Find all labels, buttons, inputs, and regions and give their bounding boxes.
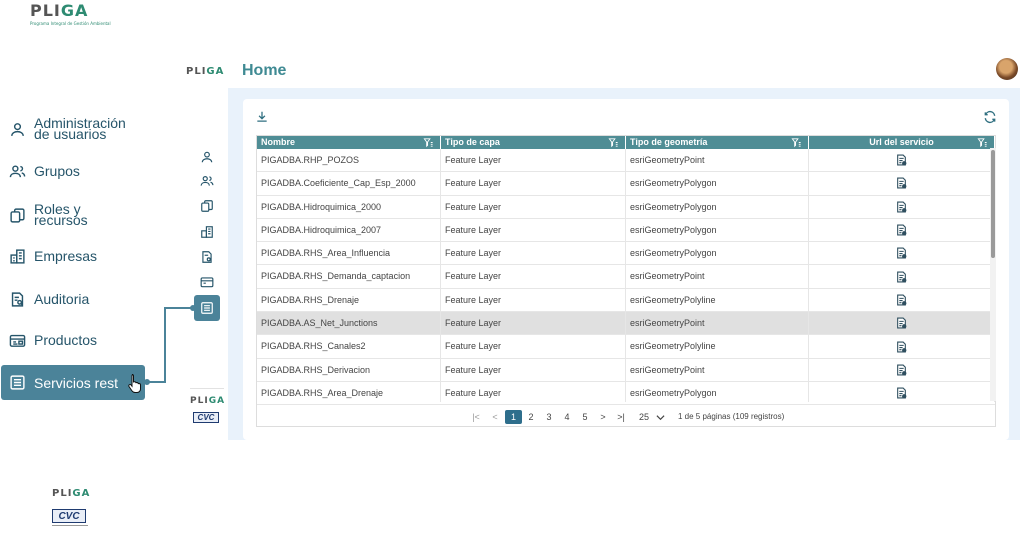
cell-geometry-type: esriGeometryPolyline [626,289,809,311]
column-header-layer-type: Tipo de capa [441,136,626,149]
list-icon[interactable] [194,295,220,321]
audit-icon [8,290,26,308]
service-doc-icon[interactable] [896,224,907,236]
copy-icon[interactable] [200,199,214,213]
menu-label: Auditoria [34,290,90,307]
menu-item-audit[interactable] [8,290,89,308]
rail-pliga-logo: PLIGA [190,396,226,406]
menu-label: Roles y recursos [34,201,88,228]
service-doc-icon[interactable] [896,387,907,399]
page-button-4[interactable]: 4 [564,412,570,422]
page-button-2[interactable]: 2 [528,412,534,422]
menu-item-rest-services[interactable] [1,365,145,400]
table-row[interactable] [257,149,995,172]
hand-cursor-icon [128,373,142,393]
menu-item-roles[interactable] [8,201,104,228]
cvc-logo: CVC [52,509,86,523]
cell-geometry-type: esriGeometryPolygon [626,172,809,194]
product-icon[interactable] [200,275,214,289]
table-row[interactable] [257,172,995,195]
brand-tagline: Programa Integral de Gestión Ambiental [30,21,111,26]
cell-service-url[interactable] [809,196,995,218]
menu-label: Administración de usuarios [34,115,126,142]
menu-label: Empresas [34,247,98,264]
cell-layer-type: Feature Layer [441,289,626,311]
service-doc-icon[interactable] [896,201,907,213]
service-doc-icon[interactable] [896,364,907,376]
chevron-down-icon[interactable] [656,414,665,421]
cell-geometry-type: esriGeometryPoint [626,149,809,171]
cell-geometry-type: esriGeometryPoint [626,359,809,381]
cell-layer-type: Feature Layer [441,335,626,357]
service-doc-icon[interactable] [896,177,907,189]
page-button-1[interactable]: 1 [505,410,522,424]
cell-layer-type: Feature Layer [441,242,626,264]
cell-service-url[interactable] [809,382,995,402]
last-page-button[interactable]: >| [617,412,625,422]
user-icon [8,120,26,138]
menu-item-products[interactable] [8,331,97,349]
pagination-info: 1 de 5 páginas (109 registros) [678,412,785,421]
cell-service-url[interactable] [809,172,995,194]
filter-icon[interactable] [977,137,988,148]
copy-icon [8,206,26,224]
pliga-logo: PLIGA [52,488,91,499]
menu-item-groups[interactable] [8,162,80,180]
table-row[interactable] [257,382,995,402]
refresh-icon[interactable] [983,110,997,124]
cell-name: PIGADBA.RHP_POZOS [257,149,441,171]
product-icon [8,331,26,349]
cell-name: PIGADBA.RHS_Canales2 [257,335,441,357]
cell-name: PIGADBA.Hidroquimica_2007 [257,219,441,241]
cell-service-url[interactable] [809,312,995,334]
service-doc-icon[interactable] [896,341,907,353]
filter-icon[interactable] [608,137,619,148]
cell-layer-type: Feature Layer [441,149,626,171]
header-logo: PLIGA [186,66,225,77]
table-row[interactable] [257,265,995,288]
page-button-3[interactable]: 3 [546,412,552,422]
cell-name: PIGADBA.RHS_Derivacion [257,359,441,381]
user-icon[interactable] [200,150,214,164]
cell-layer-type: Feature Layer [441,172,626,194]
users-icon [8,162,26,180]
menu-item-admin-users[interactable] [8,115,144,142]
table-row[interactable] [257,219,995,242]
service-doc-icon[interactable] [896,154,907,166]
buildings-icon [8,247,26,265]
column-header-name: Nombre [257,136,441,149]
table-row[interactable] [257,359,995,382]
service-doc-icon[interactable] [896,294,907,306]
cell-geometry-type: esriGeometryPoint [626,265,809,287]
cell-name: PIGADBA.AS_Net_Junctions [257,312,441,334]
menu-label: Servicios rest [34,374,119,391]
service-doc-icon[interactable] [896,247,907,259]
cell-layer-type: Feature Layer [441,219,626,241]
column-header-geometry-type: Tipo de geometría [626,136,809,149]
rail-cvc-logo: CVC [193,412,219,423]
cell-service-url[interactable] [809,265,995,287]
table-row[interactable] [257,196,995,219]
cell-geometry-type: esriGeometryPolygon [626,382,809,402]
table-scrollbar[interactable] [990,148,996,401]
cell-layer-type: Feature Layer [441,359,626,381]
filter-icon[interactable] [423,137,434,148]
filter-icon[interactable] [791,137,802,148]
cell-service-url[interactable] [809,219,995,241]
menu-label: Grupos [34,162,80,179]
cell-name: PIGADBA.RHS_Drenaje [257,289,441,311]
menu-label: Productos [34,331,98,348]
table-row[interactable] [257,242,995,265]
cell-name: PIGADBA.Coeficiente_Cap_Esp_2000 [257,172,441,194]
first-page-button[interactable]: |< [472,412,480,422]
avatar[interactable] [996,58,1018,80]
buildings-icon[interactable] [200,225,214,239]
menu-item-companies[interactable] [8,247,97,265]
pagination [257,404,995,426]
table-row[interactable] [257,335,995,358]
users-icon[interactable] [200,174,214,188]
service-doc-icon[interactable] [896,317,907,329]
footer-logos [52,488,90,529]
cell-layer-type: Feature Layer [441,196,626,218]
cell-geometry-type: esriGeometryPolyline [626,335,809,357]
cell-service-url[interactable] [809,359,995,381]
cell-name: PIGADBA.RHS_Area_Drenaje [257,382,441,402]
cell-layer-type: Feature Layer [441,265,626,287]
cell-layer-type: Feature Layer [441,312,626,334]
cell-geometry-type: esriGeometryPolygon [626,242,809,264]
table-row[interactable] [257,289,995,312]
service-doc-icon[interactable] [896,271,907,283]
list-icon [8,374,26,392]
table-row[interactable] [257,312,995,335]
cell-geometry-type: esriGeometryPoint [626,312,809,334]
brand-logo: PLIGA Programa Integral de Gestión Ambiental [30,1,111,26]
cell-geometry-type: esriGeometryPolygon [626,219,809,241]
services-table [256,135,996,427]
cell-service-url[interactable] [809,149,995,171]
audit-icon[interactable] [200,250,214,264]
page-button-5[interactable]: 5 [582,412,588,422]
table-body [257,149,995,402]
download-icon[interactable] [255,110,269,124]
cell-service-url[interactable] [809,242,995,264]
page-title: Home [242,62,287,79]
next-page-button[interactable]: > [600,412,606,422]
column-header-service-url: Url del servicio [809,136,995,149]
mini-sidebar [186,88,228,440]
cell-geometry-type: esriGeometryPolygon [626,196,809,218]
cell-name: PIGADBA.Hidroquimica_2000 [257,196,441,218]
cell-name: PIGADBA.RHS_Area_Influencia [257,242,441,264]
prev-page-button[interactable]: < [492,412,498,422]
cell-service-url[interactable] [809,289,995,311]
table-header [257,136,995,149]
cell-name: PIGADBA.RHS_Demanda_captacion [257,265,441,287]
cell-layer-type: Feature Layer [441,382,626,402]
page-size-select[interactable]: 25 [638,412,649,422]
cell-service-url[interactable] [809,335,995,357]
